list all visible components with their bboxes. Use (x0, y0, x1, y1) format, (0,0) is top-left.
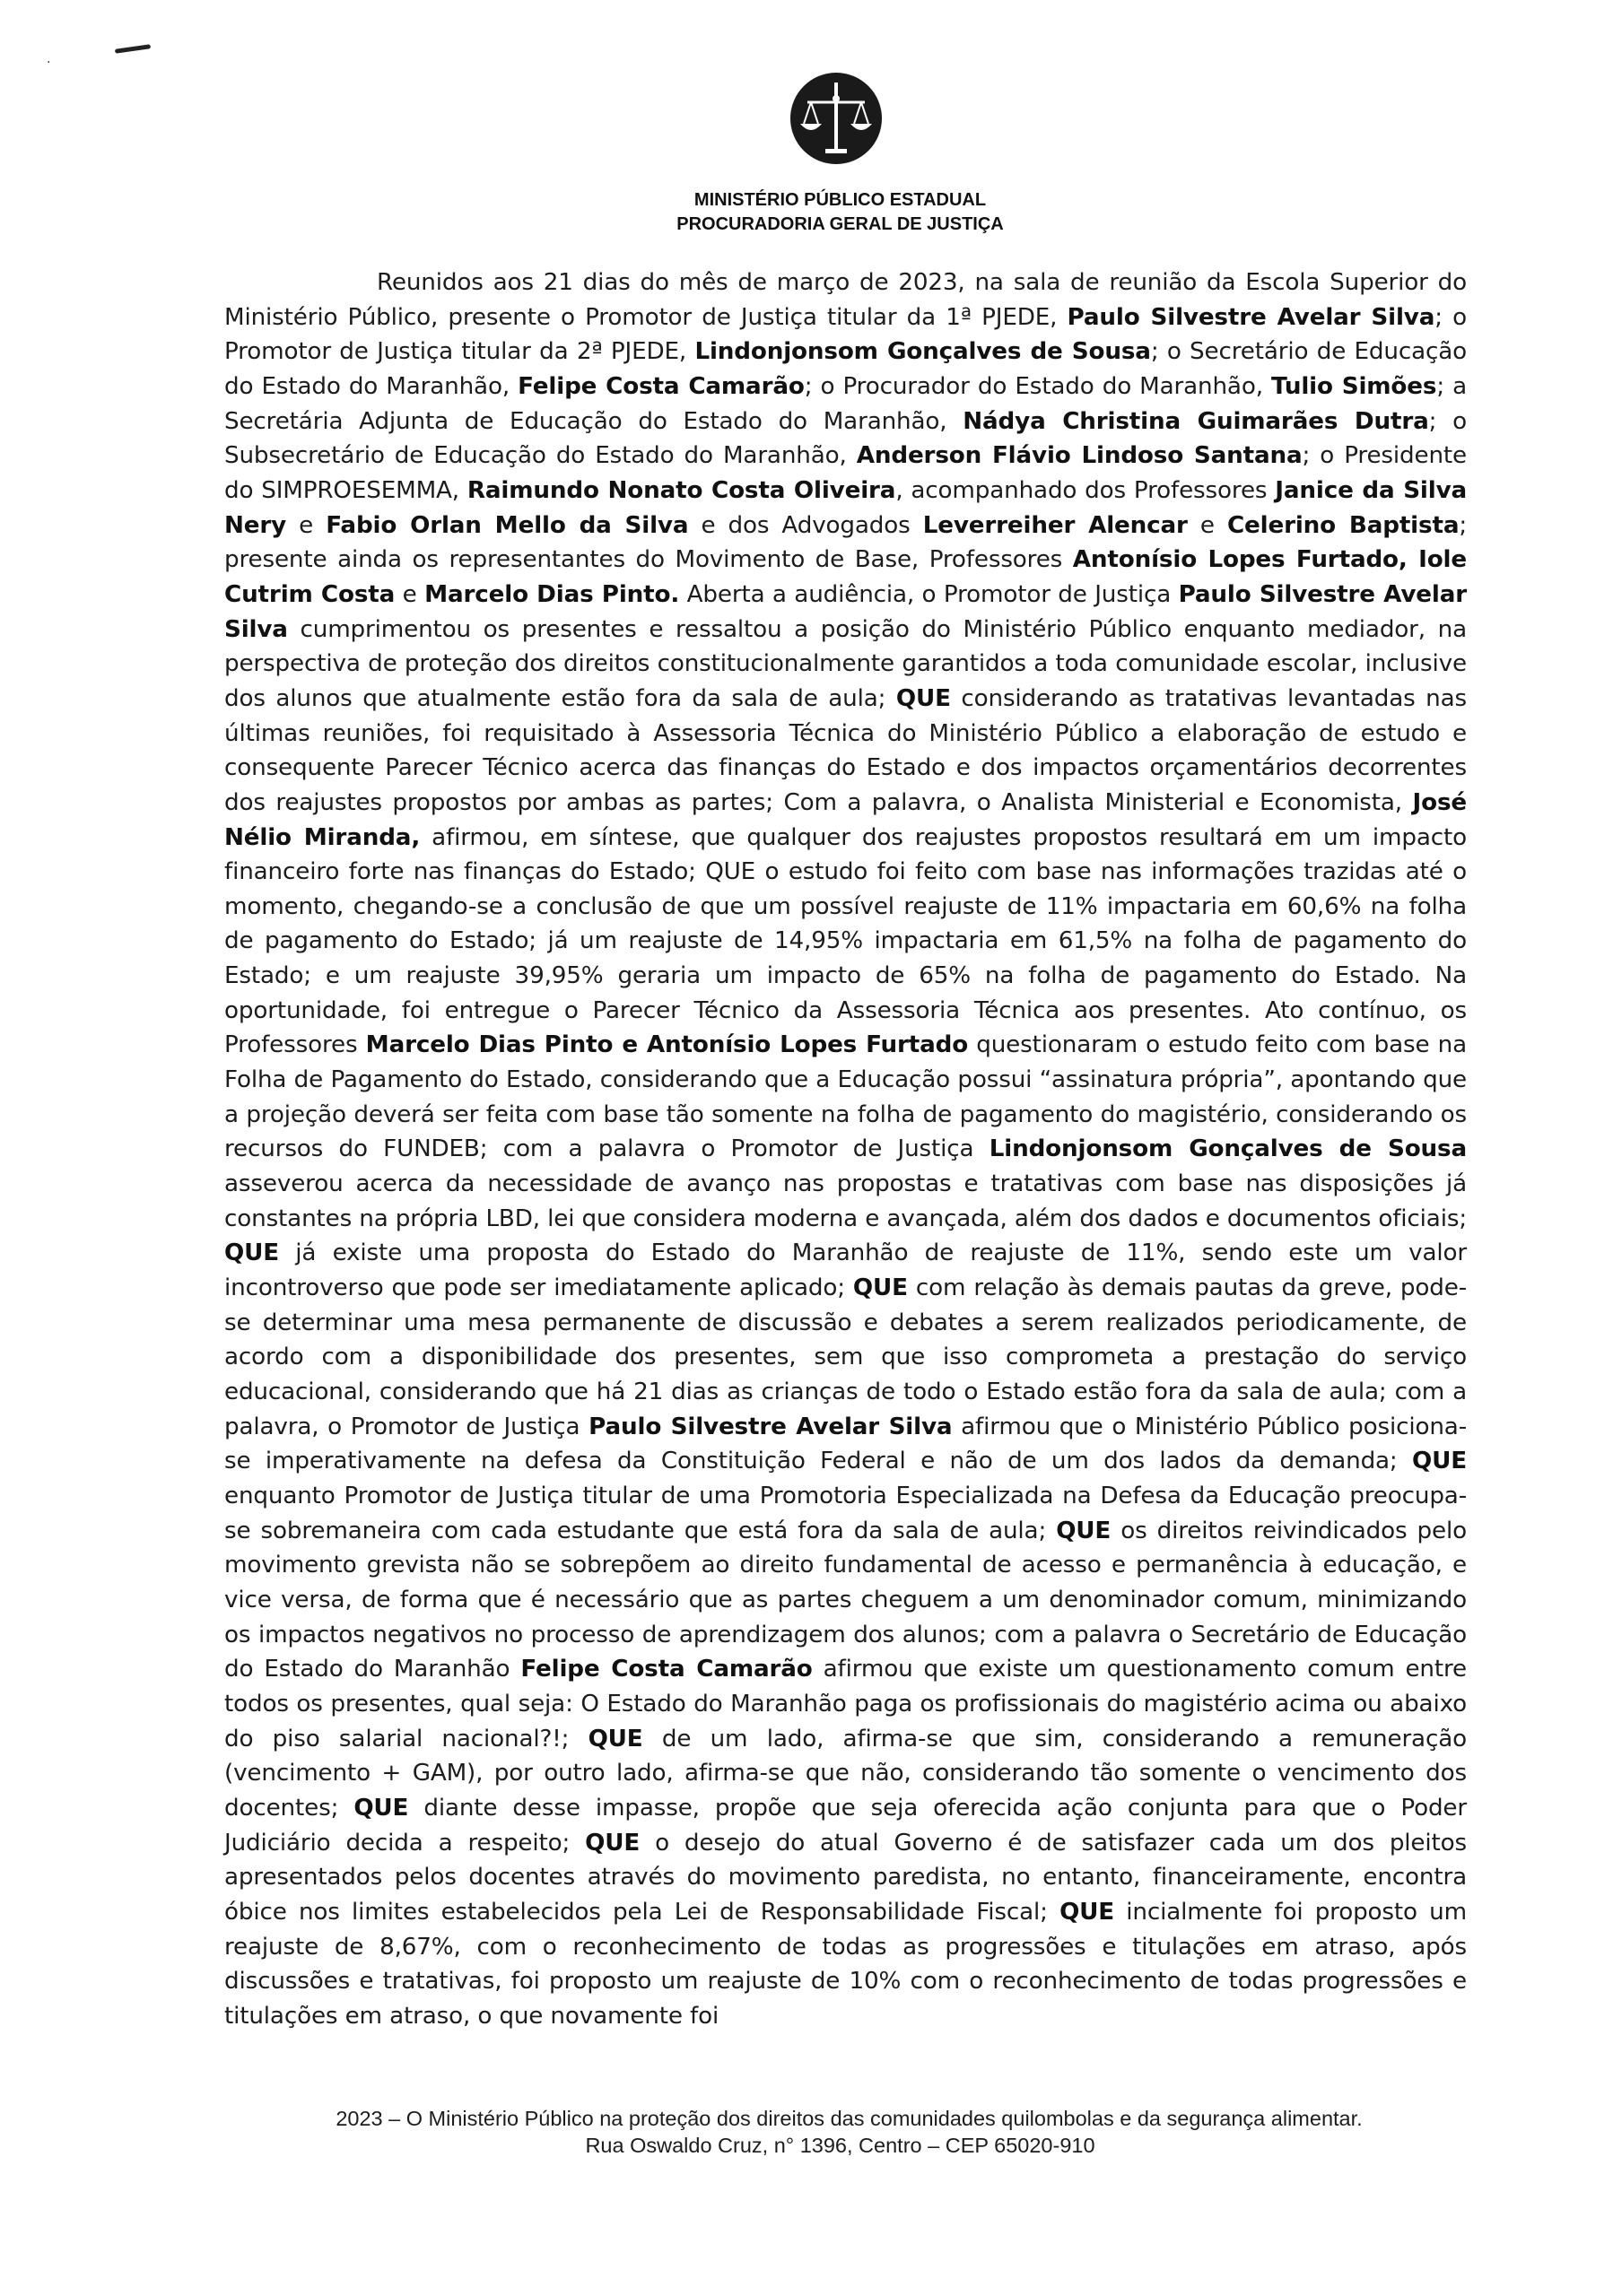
bold-run: Paulo Silvestre Avelar Silva (589, 1413, 953, 1440)
text-run: incialmente foi proposto um reajuste de 8,67%, com o reconhecimento de todas as progressões e titulações em atraso, após discussões e tratativas, foi proposto um reajuste de 10% com o reconhecimento de todas progressões e titulações em atraso, o que novamente foi (224, 1898, 1467, 2030)
document-footer (0, 2105, 1613, 2159)
footer-address: Rua Oswaldo Cruz, n° 1396, Centro – CEP 65020-910 (585, 2134, 1095, 2157)
bold-run: Lindonjonsom Gonçalves de Sousa (989, 1135, 1468, 1163)
bold-run: Leverreiher Alencar (922, 511, 1188, 539)
text-run: e dos Advogados (688, 511, 923, 539)
text-run: ; o Presidente do SIMPROESEMMA, (224, 442, 1467, 504)
text-run: Reunidos aos 21 dias do mês de março de 2023, na sala de reunião da Escola Superior do Ministério Público, presente o Promotor de Justiça titular da 1ª PJEDE, (224, 269, 1467, 331)
bold-run: Paulo Silvestre Avelar Silva (224, 580, 1468, 643)
footer-slogan: 2023 – O Ministério Público na proteção dos direitos das comunidades quilombolas e da segurança alimentar. (336, 2107, 1363, 2130)
text-run: os direitos reivindicados pelo movimento grevista não se sobrepõem ao direito fundamental de acesso e permanência à educação, e vice versa, de forma que é necessário que as partes cheguem a um denominador comum, minimizando os impactos negativos no processo de aprendizagem dos alunos; com a palavra o Secretário de Educação do Estado do Maranhão (224, 1517, 1467, 1683)
bold-run: QUE (1412, 1448, 1467, 1475)
scales-of-justice-icon (789, 72, 883, 165)
text-run: o desejo do atual Governo é de satisfazer cada um dos pleitos apresentados pelos docentes através do movimento paredista, no entanto, financeiramente, encontra óbice nos limites estabelecidos pela Lei de Responsabilidade Fiscal; (224, 1829, 1467, 1926)
text-run: com relação às demais pautas da greve, pode-se determinar uma mesa permanente de discussão e debates a serem realizados periodicamente, de acordo com a disponibilidade dos presentes, sem que isso comprometa a prestação do serviço educacional, considerando que há 21 dias as crianças de todo o Estado estão fora da sala de aula; com a palavra, o Promotor de Justiça (224, 1274, 1467, 1440)
scan-speck: · (47, 56, 51, 70)
text-run: e (286, 511, 327, 539)
text-run: afirmou que existe um questionamento comum entre todos os presentes, qual seja: O Estado do Maranhão paga os profissionais do magistério acima ou abaixo do piso salarial nacional?!; (224, 1656, 1467, 1752)
header-line-2: PROCURADORIA GERAL DE JUSTIÇA (676, 214, 1004, 234)
text-run: afirmou que o Ministério Público posiciona-se imperativamente na defesa da Constituição Federal e não de um dos lados da demanda; (224, 1413, 1467, 1475)
text-run: , acompanhado dos Professores (895, 476, 1276, 504)
bold-run: Raimundo Nonato Costa Oliveira (466, 476, 896, 504)
text-run: e (1187, 511, 1227, 539)
text-run: enquanto Promotor de Justiça titular de uma Promotoria Especializada na Defesa da Educação preocupa-se sobremaneira com cada estudante que está fora da sala de aula; (224, 1482, 1467, 1544)
text-run: diante desse impasse, propõe que seja oferecida ação conjunta para que o Poder Judiciário decida a respeito; (224, 1794, 1467, 1857)
text-run: afirmou, em síntese, que qualquer dos reajustes propostos resultará em um impacto financeiro forte nas finanças do Estado; QUE o estudo foi feito com base nas informações trazidas até o momento, chegando-se a conclusão de que um possível reajuste de 11% impactaria em 60,6% na folha de pagamento do Estado; já um reajuste de 14,95% impactaria em 61,5% na folha de pagamento do Estado; e um reajuste 39,95% geraria um impacto de 65% na folha de pagamento do Estado. Na oportunidade, foi entregue o Parecer Técnico da Assessoria Técnica aos presentes. Ato contínuo, os Professores (224, 823, 1467, 1059)
document-body (224, 265, 1467, 2033)
text-run: asseverou acerca da necessidade de avanço nas propostas e tratativas com base nas disposições já constantes na própria LBD, lei que considera moderna e avançada, além dos dados e documentos oficiais; (224, 1170, 1467, 1232)
bold-run: Fabio Orlan Mello da Silva (326, 511, 689, 539)
text-run: ; o Procurador do Estado do Maranhão, (804, 372, 1271, 400)
bold-run: QUE (852, 1274, 908, 1302)
bold-run: Paulo Silvestre Avelar Silva (1067, 303, 1435, 331)
bold-run: Felipe Costa Camarão (520, 1656, 813, 1683)
bold-run: José Nélio Miranda, (224, 788, 1467, 851)
bold-run: QUE (1056, 1517, 1112, 1544)
scan-speck (115, 44, 151, 54)
bold-run: QUE (585, 1829, 641, 1857)
bold-run: QUE (1059, 1898, 1115, 1926)
document-header (0, 188, 1613, 237)
text-run: ; o Secretário de Educação do Estado do Maranhão, (224, 338, 1467, 400)
bold-run: QUE (353, 1794, 409, 1822)
text-run: ; a Secretária Adjunta de Educação do Estado do Maranhão, (224, 372, 1468, 435)
bold-run: Lindonjonsom Gonçalves de Sousa (694, 338, 1151, 366)
text-run: e (395, 580, 425, 608)
bold-run: QUE (895, 684, 951, 712)
bold-run: Tulio Simões (1271, 372, 1437, 400)
bold-run: QUE (224, 1239, 279, 1267)
bold-run: Nádya Christina Guimarães Dutra (963, 407, 1429, 435)
text-run: cumprimentou os presentes e ressaltou a posição do Ministério Público enquanto mediador, na perspectiva de proteção dos direitos constitucionalmente garantidos a toda comunidade escolar, inclusive dos alunos que atualmente estão fora da sala de aula; (224, 615, 1467, 712)
bold-run: Felipe Costa Camarão (518, 372, 805, 400)
text-run: Aberta a audiência, o Promotor de Justiça (679, 580, 1179, 608)
bold-run: QUE (588, 1725, 643, 1752)
minutes-paragraph (224, 265, 1467, 2033)
text-run: de um lado, afirma-se que sim, considerando a remuneração (vencimento + GAM), por outro lado, afirma-se que não, considerando tão somente o vencimento dos docentes; (224, 1725, 1467, 1822)
bold-run: Antonísio Lopes Furtado, Iole Cutrim Costa (224, 546, 1467, 608)
bold-run: Marcelo Dias Pinto e Antonísio Lopes Furtado (365, 1031, 969, 1059)
bold-run: Anderson Flávio Lindoso Santana (856, 442, 1303, 470)
bold-run: Celerino Baptista (1226, 511, 1460, 539)
text-run: já existe uma proposta do Estado do Maranhão de reajuste de 11%, sendo este um valor incontroverso que pode ser imediatamente aplicado; (224, 1239, 1467, 1302)
text-run: questionaram o estudo feito com base na Folha de Pagamento do Estado, considerando que a Educação possui “assinatura própria”, apontando que a projeção deverá ser feita com base tão somente na folha de pagamento do magistério, considerando os recursos do FUNDEB; com a palavra o Promotor de Justiça (224, 1031, 1467, 1163)
header-line-1: MINISTÉRIO PÚBLICO ESTADUAL (693, 190, 987, 210)
text-run: ; o Promotor de Justiça titular da 2ª PJEDE, (224, 303, 1467, 366)
bold-run: Marcelo Dias Pinto. (424, 580, 680, 608)
text-run: ; presente ainda os representantes do Movimento de Base, Professores (224, 511, 1468, 574)
text-run: ; o Subsecretário de Educação do Estado do Maranhão, (224, 407, 1467, 470)
text-run: considerando as tratativas levantadas nas últimas reuniões, foi requisitado à Assessoria Técnica do Ministério Público a elaboração de estudo e consequente Parecer Técnico acerca das finanças do Estado e dos impactos orçamentários decorrentes dos reajustes propostos por ambas as partes; Com a palavra, o Analista Ministerial e Economista, (224, 684, 1467, 816)
bold-run: Janice da Silva Nery (224, 476, 1468, 539)
